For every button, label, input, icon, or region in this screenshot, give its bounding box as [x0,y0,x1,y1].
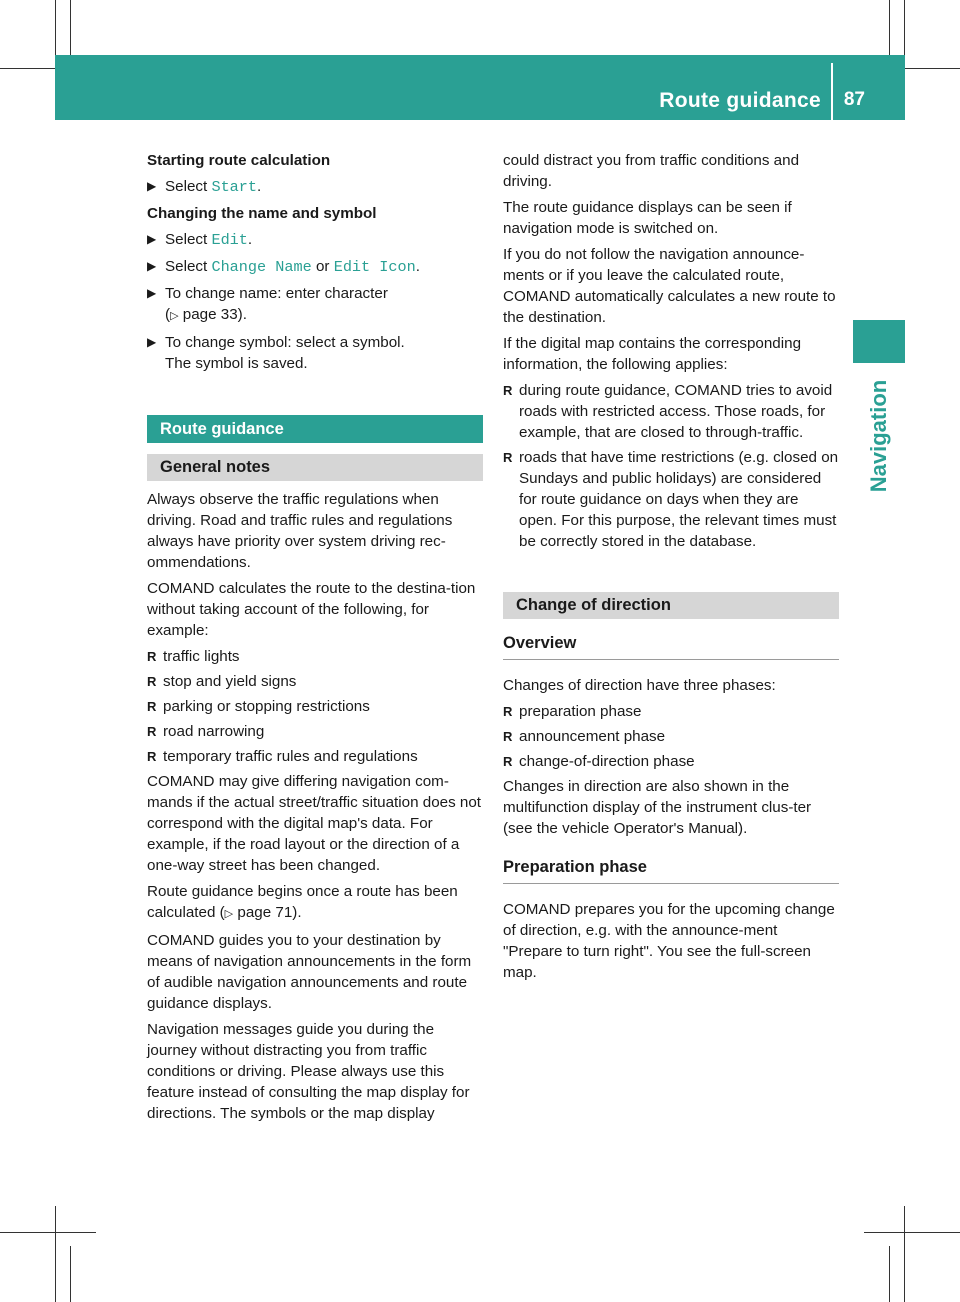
page-title: Route guidance [659,89,821,112]
paragraph: COMAND may give differing navigation com-mands if the actual street/traffic situation does not correspond with the digital map's data. For example, if the road layout or the direction of a one-way street has been changed. [147,773,482,874]
step-text: . [415,258,420,275]
menu-code: Edit [211,231,248,249]
r-bullet-icon: R [503,450,513,465]
triangle-right-icon: ▶ [147,335,157,349]
crop-mark [70,1246,71,1302]
side-tab-block [853,320,905,363]
paragraph: COMAND prepares you for the upcoming change of direction, e.g. with the announce-ment "Prepare to turn right". You see the full-screen map. [503,901,835,981]
step-item [147,256,483,278]
crop-mark [0,1232,96,1233]
menu-code: Edit Icon [333,258,416,276]
list-item-text: preparation phase [519,703,642,720]
crop-mark [70,0,71,55]
list-item-text: road narrowing [163,723,265,740]
r-bullet-icon: R [147,674,157,689]
list-item-text: temporary traffic rules and regulations [163,748,418,765]
list-item [503,751,839,772]
paragraph: COMAND calculates the route to the destina-tion without taking account of the following, for example: [147,580,476,639]
menu-code: Start [211,178,258,196]
crop-mark [904,1206,905,1302]
side-tab [853,373,905,499]
changing-heading: Changing the name and symbol [147,205,377,222]
page-reference[interactable]: page 33). [182,306,247,323]
list-item [147,746,483,767]
list-item-text: traffic lights [163,648,240,665]
page-reference[interactable]: page 71). [237,904,302,921]
paragraph: could distract you from traffic conditions and driving. [503,152,800,190]
list-item-text: during route guidance, COMAND tries to avoid roads with restricted access. Those roads, for example, that are closed to through-traffic. [519,382,833,441]
paragraph [147,881,483,925]
step-item [147,283,483,327]
list-item-text: announcement phase [519,728,666,745]
paragraph: The route guidance displays can be seen if navigation mode is switched on. [503,199,792,237]
step-text: Select [165,178,208,195]
crop-mark [889,1246,890,1302]
preparation-heading: Preparation phase [503,857,839,884]
r-bullet-icon: R [503,383,513,398]
step-text: To change symbol: select a symbol. [165,334,405,351]
list-item [503,726,839,747]
r-bullet-icon: R [147,724,157,739]
list-item [147,696,483,717]
r-bullet-icon: R [503,729,513,744]
paragraph: Changes of direction have three phases: [503,677,776,694]
list-item-text: stop and yield signs [163,673,297,690]
crop-mark [55,1206,56,1302]
subsection-title: General notes [147,454,483,481]
r-bullet-icon: R [503,704,513,719]
list-item [147,671,483,692]
r-bullet-icon: R [147,649,157,664]
menu-code: Change Name [211,258,312,276]
step-item [147,229,483,251]
paragraph: Changes in direction are also shown in the multifunction display of the instrument clus-ter (see the vehicle Operator's Manual). [503,778,812,837]
side-tab-label: Navigation [866,379,891,493]
step-text: Select [165,231,208,248]
left-column [147,150,483,1129]
page-number: 87 [843,89,865,110]
starting-heading: Starting route calculation [147,152,331,169]
step-result: The symbol is saved. [165,355,308,372]
paragraph-text: Route guidance begins once a route has been calculated ( [147,883,458,921]
step-text: ( [165,306,171,323]
subsection-title: Change of direction [503,592,839,619]
triangle-right-icon: ▶ [147,232,157,246]
crop-mark [864,1232,960,1233]
step-item [147,332,483,374]
triangle-right-icon: ▶ [147,179,157,193]
step-text: . [247,231,253,248]
header-divider [831,63,833,120]
paragraph: Always observe the traffic regulations when driving. Road and traffic rules and regulations always have priority over system driving rec-ommendations. [147,491,453,571]
list-item [503,701,839,722]
page-ref-triangle-icon: ▷ [224,908,234,920]
paragraph: If you do not follow the navigation announce-ments or if you leave the calculated route, COMAND automatically calculates a new route to the destination. [503,246,836,326]
step-text: or [315,258,330,275]
list-item-text: parking or stopping restrictions [163,698,370,715]
list-item [147,646,483,667]
section-title: Route guidance [147,415,483,443]
paragraph: Navigation messages guide you during the journey without distracting you from traffic conditions or driving. Please always use this feature instead of consulting the map display for directions. The symbols or the map display [147,1021,470,1122]
triangle-right-icon: ▶ [147,259,157,273]
list-item-text: change-of-direction phase [519,753,695,770]
list-item [503,380,839,443]
r-bullet-icon: R [503,754,513,769]
paragraph: COMAND guides you to your destination by means of navigation announcements in the form of audible navigation announcements and route guidance displays. [147,932,472,1012]
triangle-right-icon: ▶ [147,286,157,300]
list-item [503,447,839,552]
list-item-text: roads that have time restrictions (e.g. closed on Sundays and public holidays) are considered for route guidance on days when they are open. For this purpose, the relevant times must be correctly stored in the database. [519,449,839,550]
step-text: To change name: enter character [165,285,388,302]
page-ref-triangle-icon: ▷ [170,310,179,322]
step-item [147,176,483,198]
right-column [503,150,839,988]
step-text: . [257,178,262,195]
crop-mark [889,0,890,55]
page-header [55,55,905,120]
r-bullet-icon: R [147,749,157,764]
overview-heading: Overview [503,633,839,660]
r-bullet-icon: R [147,699,157,714]
paragraph: If the digital map contains the corresponding information, the following applies: [503,335,802,373]
step-text: Select [165,258,208,275]
list-item [147,721,483,742]
